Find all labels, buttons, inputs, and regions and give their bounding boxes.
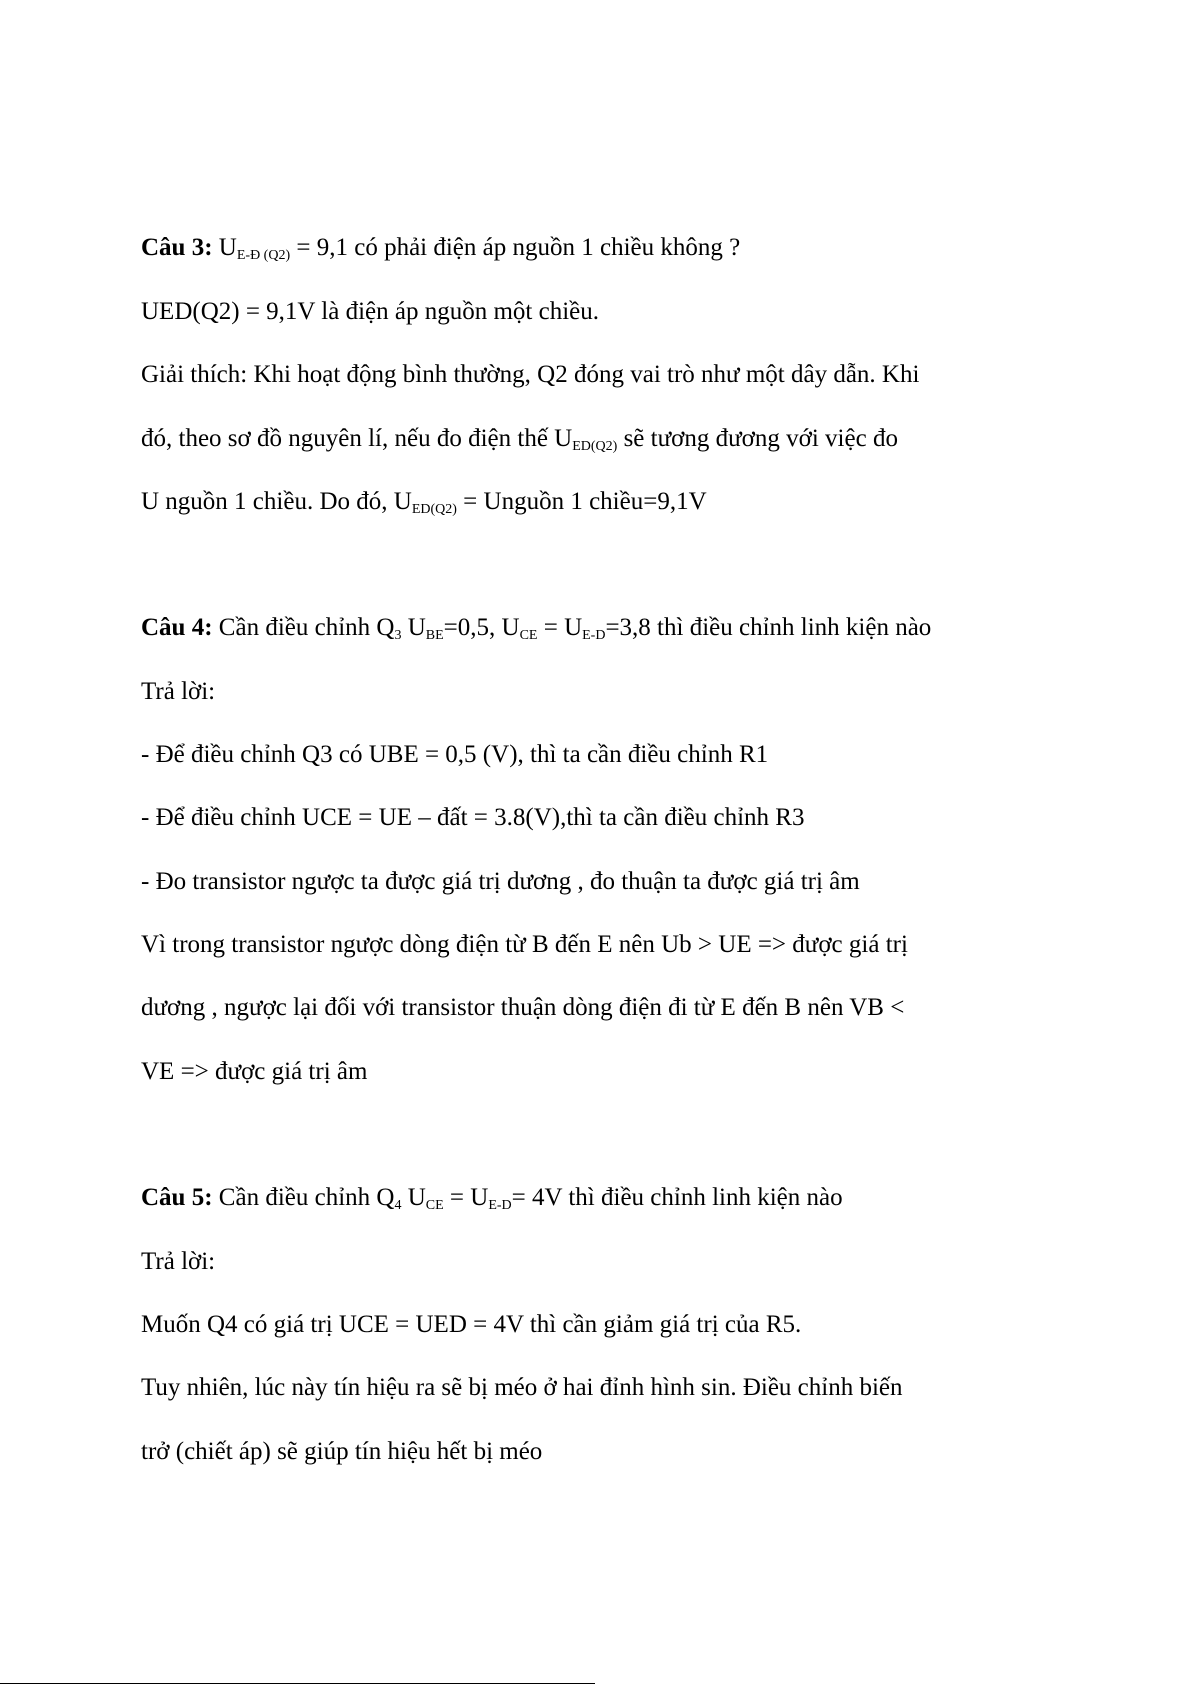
q5-answer-line-2: Tuy nhiên, lúc này tín hiệu ra sẽ bị méo ở hai đỉnh hình sin. Điều chỉnh biến <box>141 1374 903 1401</box>
q5-question: Câu 5: Cần điều chỉnh $Q_4$ $U_{CE} = U_{E-D}= 4V$ thì điều chỉnh linh kiện nào <box>141 1184 843 1213</box>
q5-label: Câu 5: <box>141 1184 213 1211</box>
q4-answer-line-5: dương , ngược lại đối với transistor thuận dòng điện đi từ E đến B nên VB < <box>141 994 905 1021</box>
q5-answer-line-3: trở (chiết áp) sẽ giúp tín hiệu hết bị méo <box>141 1438 543 1465</box>
q4-answer-line-6: VE => được giá trị âm <box>141 1058 368 1085</box>
q3-explain-line-3: U nguồn 1 chiều. Do đó, $U_{ED(Q2)}$ = Unguồn 1 chiều=9,1V <box>141 488 707 517</box>
q3-explain-line-2: đó, theo sơ đồ nguyên lí, nếu đo điện thế $U_{ED(Q2)}$ sẽ tương đương với việc đo <box>141 425 898 454</box>
q4-answer-line-3: - Đo transistor ngược ta được giá trị dương , đo thuận ta được giá trị âm <box>141 868 860 895</box>
q3-label: Câu 3: <box>141 234 213 261</box>
q3-question: Câu 3: $U_{E-Đ (Q2)} = 9,1$ có phải điện áp nguồn 1 chiều không ? <box>141 234 741 263</box>
q4-question: Câu 4: Cần điều chỉnh $Q_3$ $U_{BE}=0,5$, $U_{CE} = U_{E-D}=3,8$ thì điều chỉnh linh kiện nào <box>141 614 932 643</box>
q4-reply-label: Trả lời: <box>141 678 216 705</box>
q4-answer-line-4: Vì trong transistor ngược dòng điện từ B đến E nên Ub > UE => được giá trị <box>141 931 908 958</box>
q5-reply-label: Trả lời: <box>141 1248 216 1275</box>
q5-answer-line-1: Muốn Q4 có giá trị UCE = UED = 4V thì cần giảm giá trị của R5. <box>141 1311 802 1338</box>
q4-answer-line-1: - Để điều chỉnh Q3 có UBE = 0,5 (V), thì ta cần điều chỉnh R1 <box>141 741 769 768</box>
q3-answer: UED(Q2) = 9,1V là điện áp nguồn một chiều. <box>141 298 599 325</box>
q4-label: Câu 4: <box>141 614 213 641</box>
footnote-divider <box>0 1683 595 1684</box>
q3-explain-line-1: Giải thích: Khi hoạt động bình thường, Q2 đóng vai trò như một dây dẫn. Khi <box>141 361 920 388</box>
q4-answer-line-2: - Để điều chỉnh UCE = UE – đất = 3.8(V),thì ta cần điều chỉnh R3 <box>141 804 805 831</box>
